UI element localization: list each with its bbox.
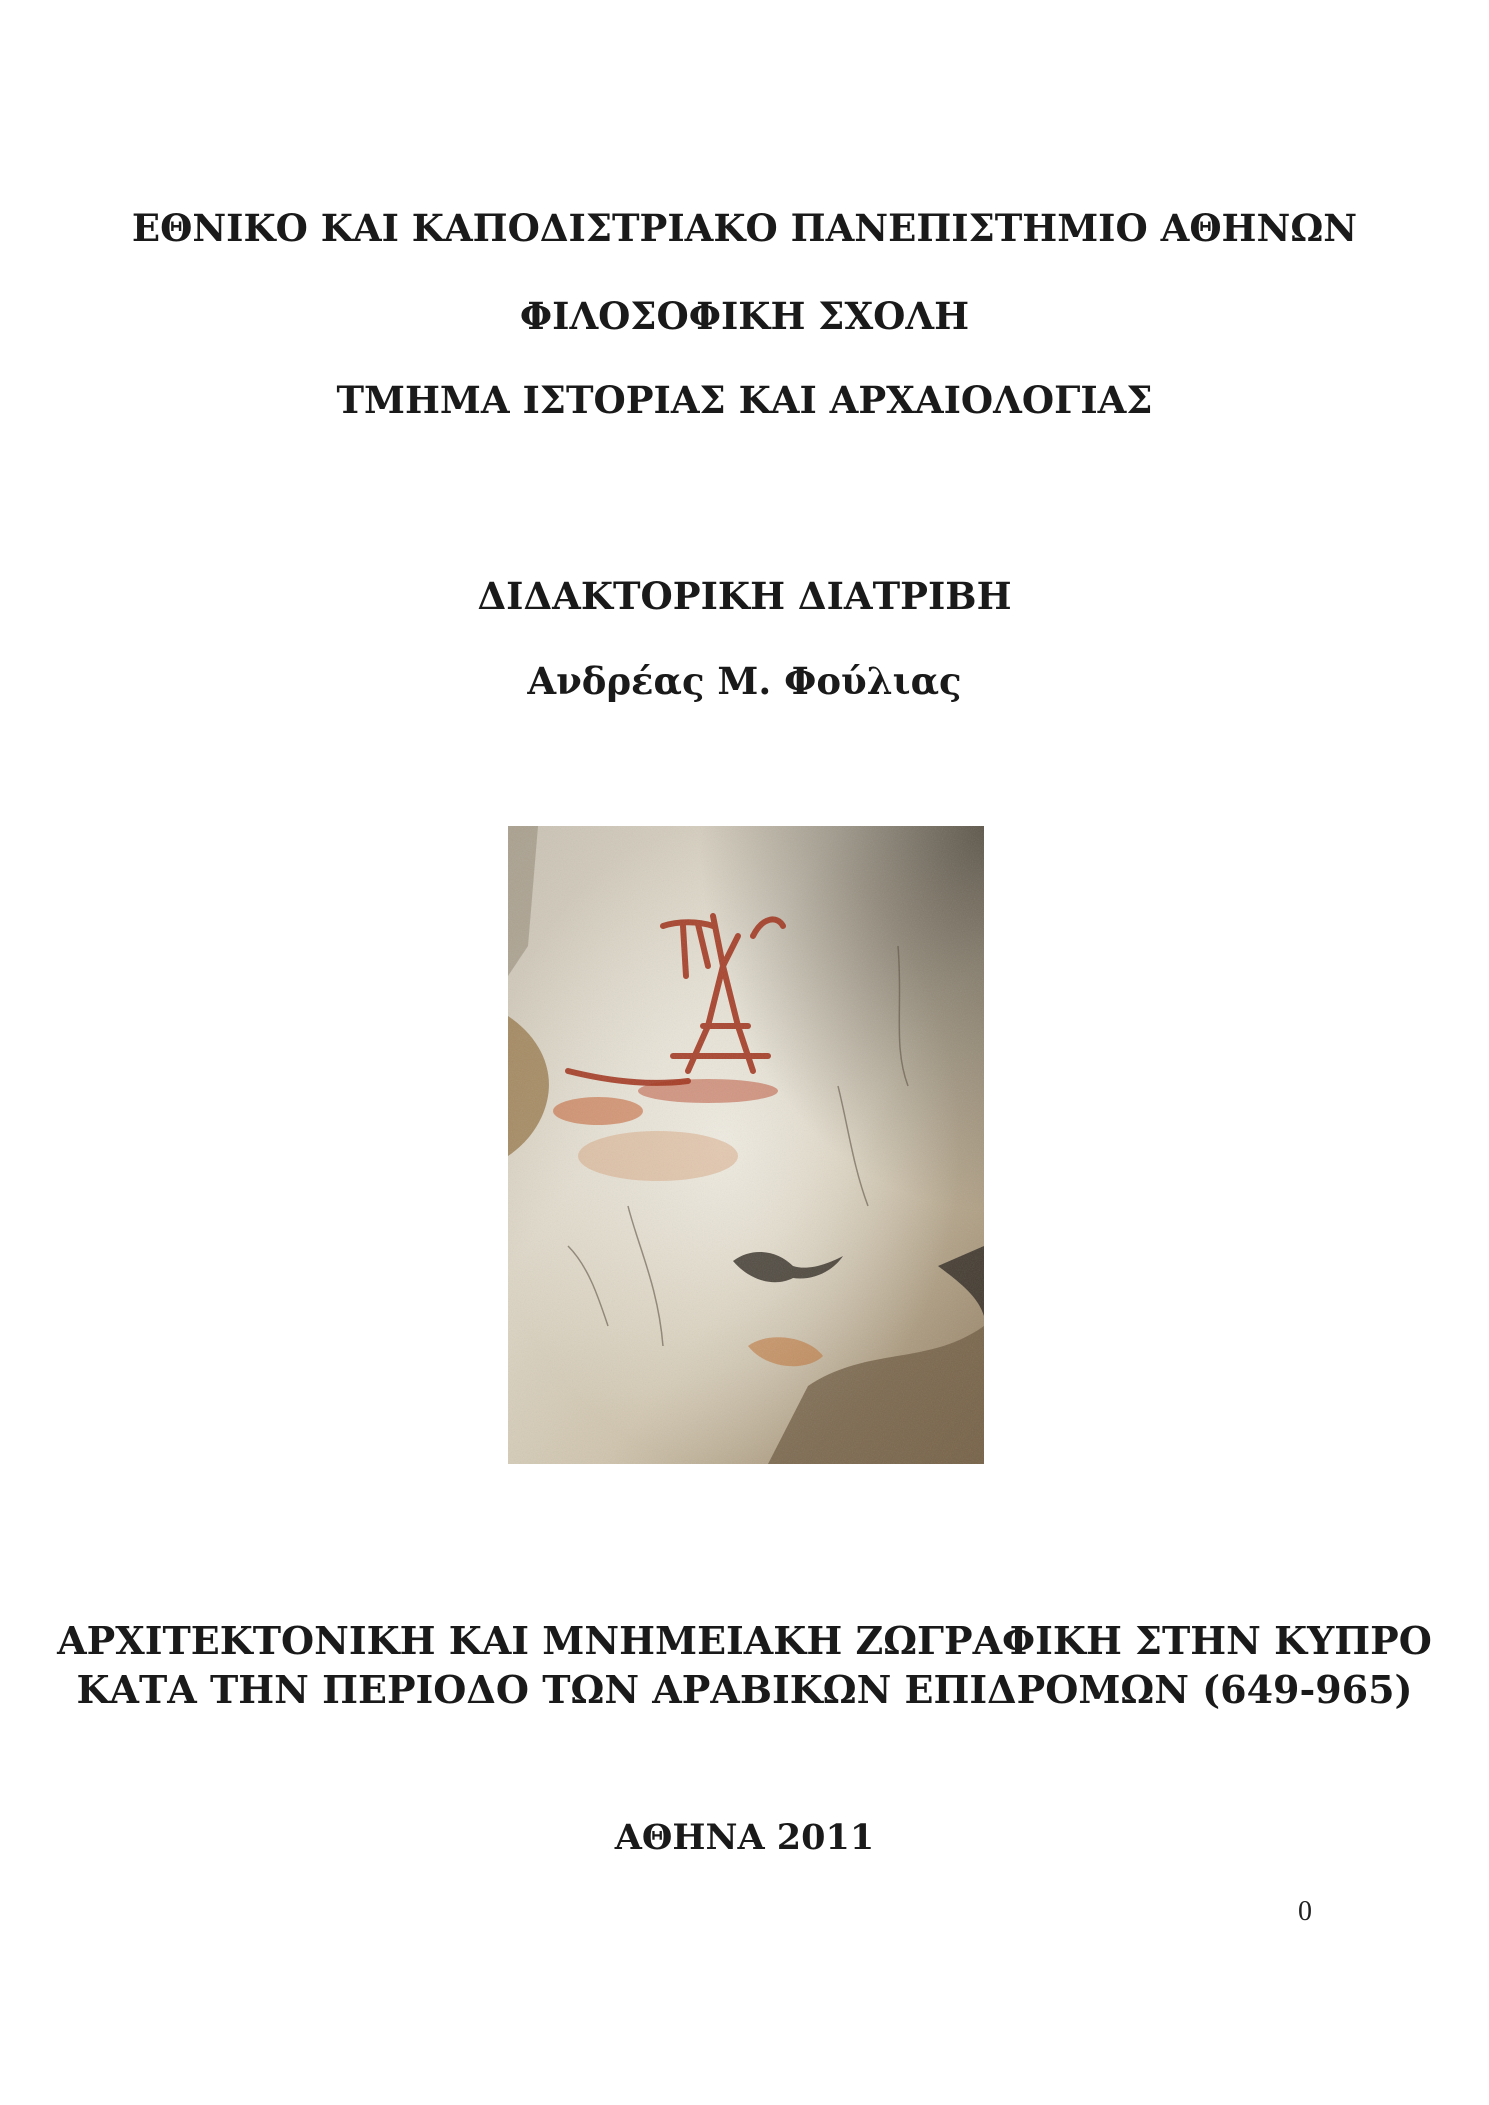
place-and-year: ΑΘΗΝΑ 2011 <box>614 1817 875 1858</box>
page-number: 0 <box>1298 1896 1312 1927</box>
thesis-title-line-2: ΚΑΤΑ ΤΗΝ ΠΕΡΙΟΔΟ ΤΩΝ ΑΡΑΒΙΚΩΝ ΕΠΙΔΡΟΜΩΝ (649-965) <box>76 1667 1413 1712</box>
department-name: ΤΜΗΜΑ ΙΣΤΟΡΙΑΣ ΚΑΙ ΑΡΧΑΙΟΛΟΓΙΑΣ <box>336 378 1153 422</box>
thesis-title-line-1: ΑΡΧΙΤΕΚΤΟΝΙΚΗ ΚΑΙ ΜΝΗΜΕΙΑΚΗ ΖΩΓΡΑΦΙΚΗ ΣΤΗΝ ΚΥΠΡΟ <box>57 1618 1432 1663</box>
cover-photo <box>508 826 984 1464</box>
document-type: ΔΙΔΑΚΤΟΡΙΚΗ ΔΙΑΤΡΙΒΗ <box>477 574 1012 618</box>
author-name: Ανδρέας Μ. Φούλιας <box>527 659 962 703</box>
university-name: ΕΘΝΙΚΟ ΚΑΙ ΚΑΠΟΔΙΣΤΡΙΑΚΟ ΠΑΝΕΠΙΣΤΗΜΙΟ ΑΘΗΝΩΝ <box>131 206 1358 250</box>
school-name: ΦΙΛΟΣΟΦΙΚΗ ΣΧΟΛΗ <box>519 294 970 338</box>
